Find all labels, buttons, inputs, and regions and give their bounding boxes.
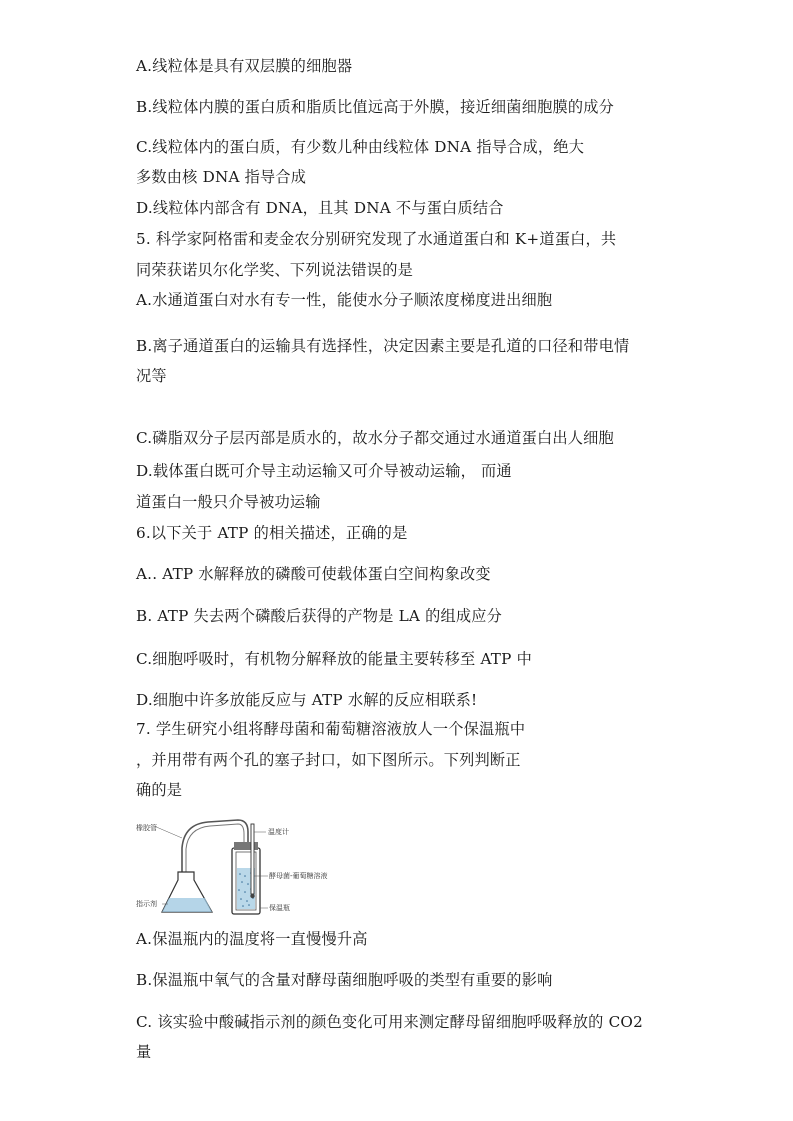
option-b-q4: B.线粒体内膜的蛋白质和脂质比值远高于外膜，接近细菌细胞膜的成分 xyxy=(136,98,615,116)
option-d-q5-line2: 道蛋白一般只介导被功运输 xyxy=(136,493,321,511)
thermometer-bulb xyxy=(250,894,254,898)
label-yeast-solution: 酵母菌-葡萄糖溶液 xyxy=(269,872,328,880)
option-c-q7-line1: C. 该实验中酸碱指示剂的颜色变化可用来测定酵母留细胞呼吸释放的 CO2 xyxy=(136,1013,643,1031)
label-thermos: 保温瓶 xyxy=(269,904,290,912)
option-b-q5-line1: B.离子通道蛋白的运输具有选择性，决定因素主要是孔道的口径和带电情 xyxy=(136,337,630,355)
option-c-q5: C.磷脂双分子层丙部是质水的，故水分子都交通过水通道蛋白出人细胞 xyxy=(136,429,614,447)
option-c-q4-line1: C.线粒体内的蛋白质，有少数儿种由线粒体 DNA 指导合成，绝大 xyxy=(136,138,585,156)
question-5-line2: 同荣获诺贝尔化学奖、下列说法错误的是 xyxy=(136,261,413,279)
option-c-q4-line2: 多数由核 DNA 指导合成 xyxy=(136,168,307,186)
option-a-q6: A.. ATP 水解释放的磷酸可使载体蛋白空间构象改变 xyxy=(136,565,491,583)
option-b-q7: B.保温瓶中氧气的含量对酵母菌细胞呼吸的类型有重要的影响 xyxy=(136,971,553,989)
option-d-q5-line1: D.载体蛋白既可介导主动运输又可介导被动运输， 而通 xyxy=(136,462,512,480)
indicator-liquid xyxy=(162,898,212,912)
label-indicator: 指示剂 xyxy=(136,900,157,908)
label-rubber-tube: 橡胶管 xyxy=(136,824,157,832)
question-7-line3: 确的是 xyxy=(136,781,183,799)
thermometer xyxy=(251,824,254,894)
question-5-line1: 5. 科学家阿格雷和麦金农分别研究发现了水通道蛋白和 K+道蛋白，共 xyxy=(136,230,617,248)
option-c-q6: C.细胞呼吸时，有机物分解释放的能量主要转移至 ATP 中 xyxy=(136,650,532,668)
experiment-apparatus-figure xyxy=(136,818,332,920)
option-b-q5-line2: 况等 xyxy=(136,367,167,385)
question-6: 6.以下关于 ATP 的相关描述，正确的是 xyxy=(136,524,408,542)
option-b-q6: B. ATP 失去两个磷酸后获得的产物是 LA 的组成应分 xyxy=(136,607,503,625)
question-7-line1: 7. 学生研究小组将酵母菌和葡萄糖溶液放人一个保温瓶中 xyxy=(136,720,526,738)
option-a-q5: A.水通道蛋白对水有专一性，能使水分子顺浓度梯度进出细胞 xyxy=(136,291,553,309)
option-c-q7-line2: 量 xyxy=(136,1043,152,1061)
option-d-q6: D.细胞中许多放能反应与 ATP 水解的反应相联系! xyxy=(136,691,478,709)
option-a-q4: A.线粒体是具有双层膜的细胞器 xyxy=(136,57,353,75)
option-d-q4: D.线粒体内部含有 DNA，且其 DNA 不与蛋白质结合 xyxy=(136,199,504,217)
option-a-q7: A.保温瓶内的温度将一直慢慢升高 xyxy=(136,930,368,948)
label-thermometer: 温度计 xyxy=(268,828,289,836)
question-7-line2: ，并用带有两个孔的塞子封口，如下图所示。下列判断正 xyxy=(136,751,521,769)
